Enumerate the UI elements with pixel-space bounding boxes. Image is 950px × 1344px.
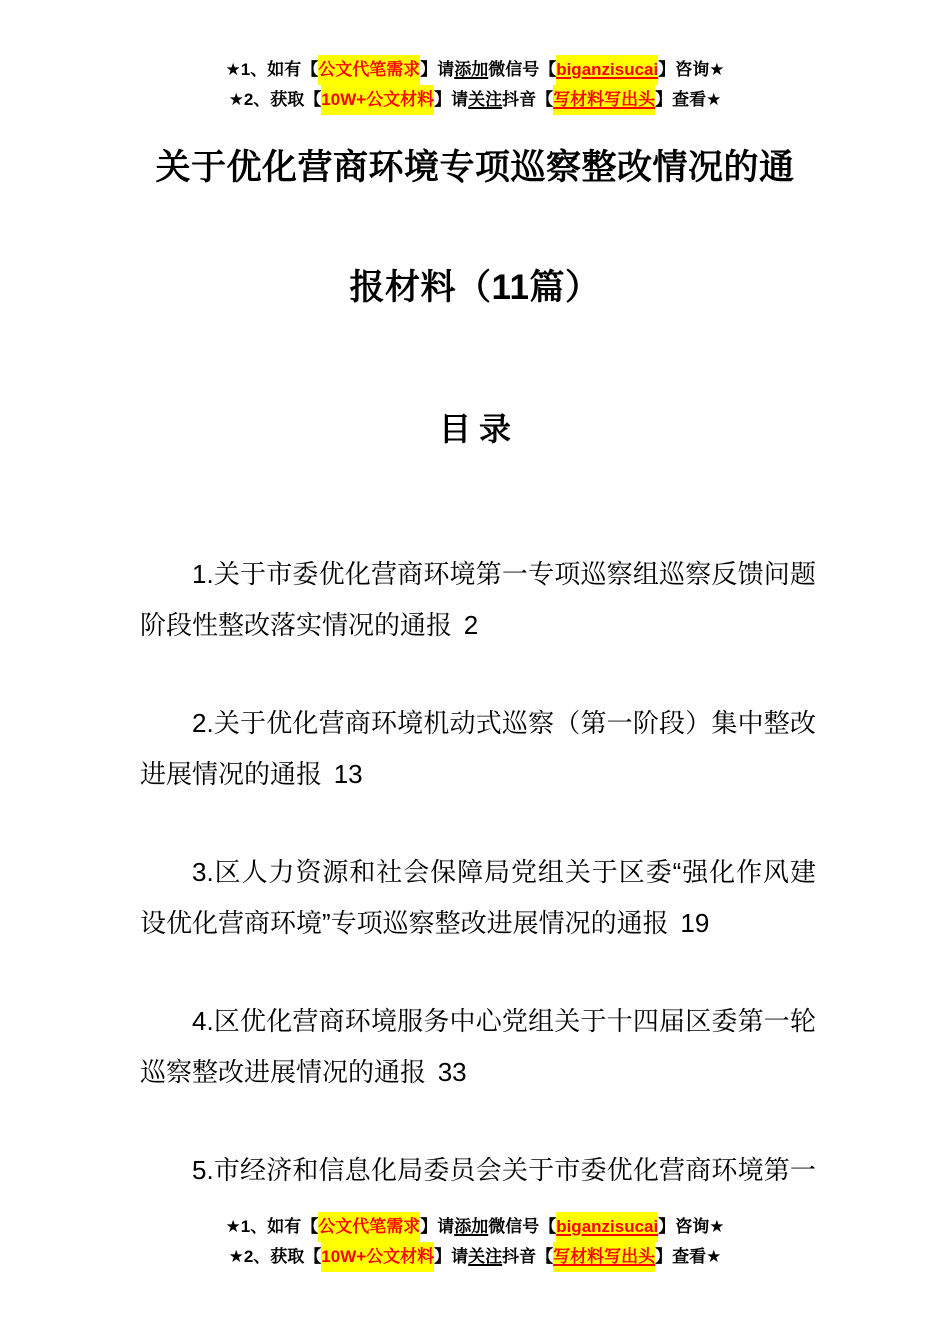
promo-line-1: [0, 1212, 950, 1242]
toc-item-text: 2.关于优化营商环境机动式巡察（第一阶段）集中整改进展情况的通报: [140, 708, 816, 789]
promo-highlight-writing-need: 公文代笔需求: [318, 1212, 420, 1242]
promo-prefix: ★2、获取【: [228, 1247, 322, 1266]
promo-underline-follow: 关注: [468, 90, 503, 109]
promo-prefix: ★1、如有【: [225, 60, 319, 79]
toc-item: [140, 1145, 816, 1196]
promo-text: 】请: [434, 90, 469, 109]
promo-text: 】请: [420, 1217, 455, 1236]
toc-list: [140, 549, 816, 1243]
promo-highlight-materials: 10W+公文材料: [321, 1242, 434, 1272]
promo-prefix: ★2、获取【: [228, 90, 322, 109]
toc-item-text: 1.关于市委优化营商环境第一专项巡察组巡察反馈问题阶段性整改落实情况的通报: [140, 559, 816, 640]
promo-suffix: 】查看★: [655, 1247, 722, 1266]
toc-item-page: 33: [437, 1057, 467, 1087]
toc-item: [140, 996, 816, 1098]
promo-wechat-id: biganzisucai: [556, 55, 658, 85]
toc-item-page: 2: [463, 610, 479, 640]
promo-line-1: [0, 55, 950, 85]
promo-highlight-materials: 10W+公文材料: [321, 85, 434, 115]
promo-text: 】请: [420, 60, 455, 79]
promo-text: 微信号【: [488, 60, 557, 79]
promo-line-2: [0, 85, 950, 115]
toc-item-text: 4.区优化营商环境服务中心党组关于十四届区委第一轮巡察整改进展情况的通报: [140, 1006, 816, 1087]
promo-suffix: 】查看★: [655, 90, 722, 109]
promo-suffix: 】咨询★: [658, 1217, 725, 1236]
toc-item: [140, 549, 816, 651]
header-promo-banner: [0, 55, 950, 115]
document-title-line-1: 关于优化营商环境专项巡察整改情况的通: [155, 148, 795, 187]
toc-item-text: 5.市经济和信息化局委员会关于市委优化营商环境第一: [192, 1155, 816, 1185]
footer-promo-banner: [0, 1212, 950, 1272]
toc-heading: 目录: [438, 411, 519, 447]
promo-underline-follow: 关注: [468, 1247, 503, 1266]
promo-douyin-id: 写材料写出头: [553, 1242, 655, 1272]
promo-underline-add: 添加: [454, 1217, 489, 1236]
promo-highlight-writing-need: 公文代笔需求: [318, 55, 420, 85]
promo-text: 微信号【: [488, 1217, 557, 1236]
promo-underline-add: 添加: [454, 60, 489, 79]
promo-text: 】请: [434, 1247, 469, 1266]
toc-item-page: 19: [680, 908, 710, 938]
promo-wechat-id: biganzisucai: [556, 1212, 658, 1242]
toc-item-page: 13: [333, 759, 363, 789]
promo-text: 抖音【: [502, 90, 554, 109]
promo-line-2: [0, 1242, 950, 1272]
promo-suffix: 】咨询★: [658, 60, 725, 79]
toc-item: [140, 698, 816, 800]
document-title-line-2: 报材料（11篇）: [349, 268, 601, 307]
promo-prefix: ★1、如有【: [225, 1217, 319, 1236]
promo-text: 抖音【: [502, 1247, 554, 1266]
promo-douyin-id: 写材料写出头: [553, 85, 655, 115]
toc-item-text: 3.区人力资源和社会保障局党组关于区委“强化作风建设优化营商环境”专项巡察整改进展情况的通报: [140, 857, 816, 938]
toc-item: [140, 847, 816, 949]
